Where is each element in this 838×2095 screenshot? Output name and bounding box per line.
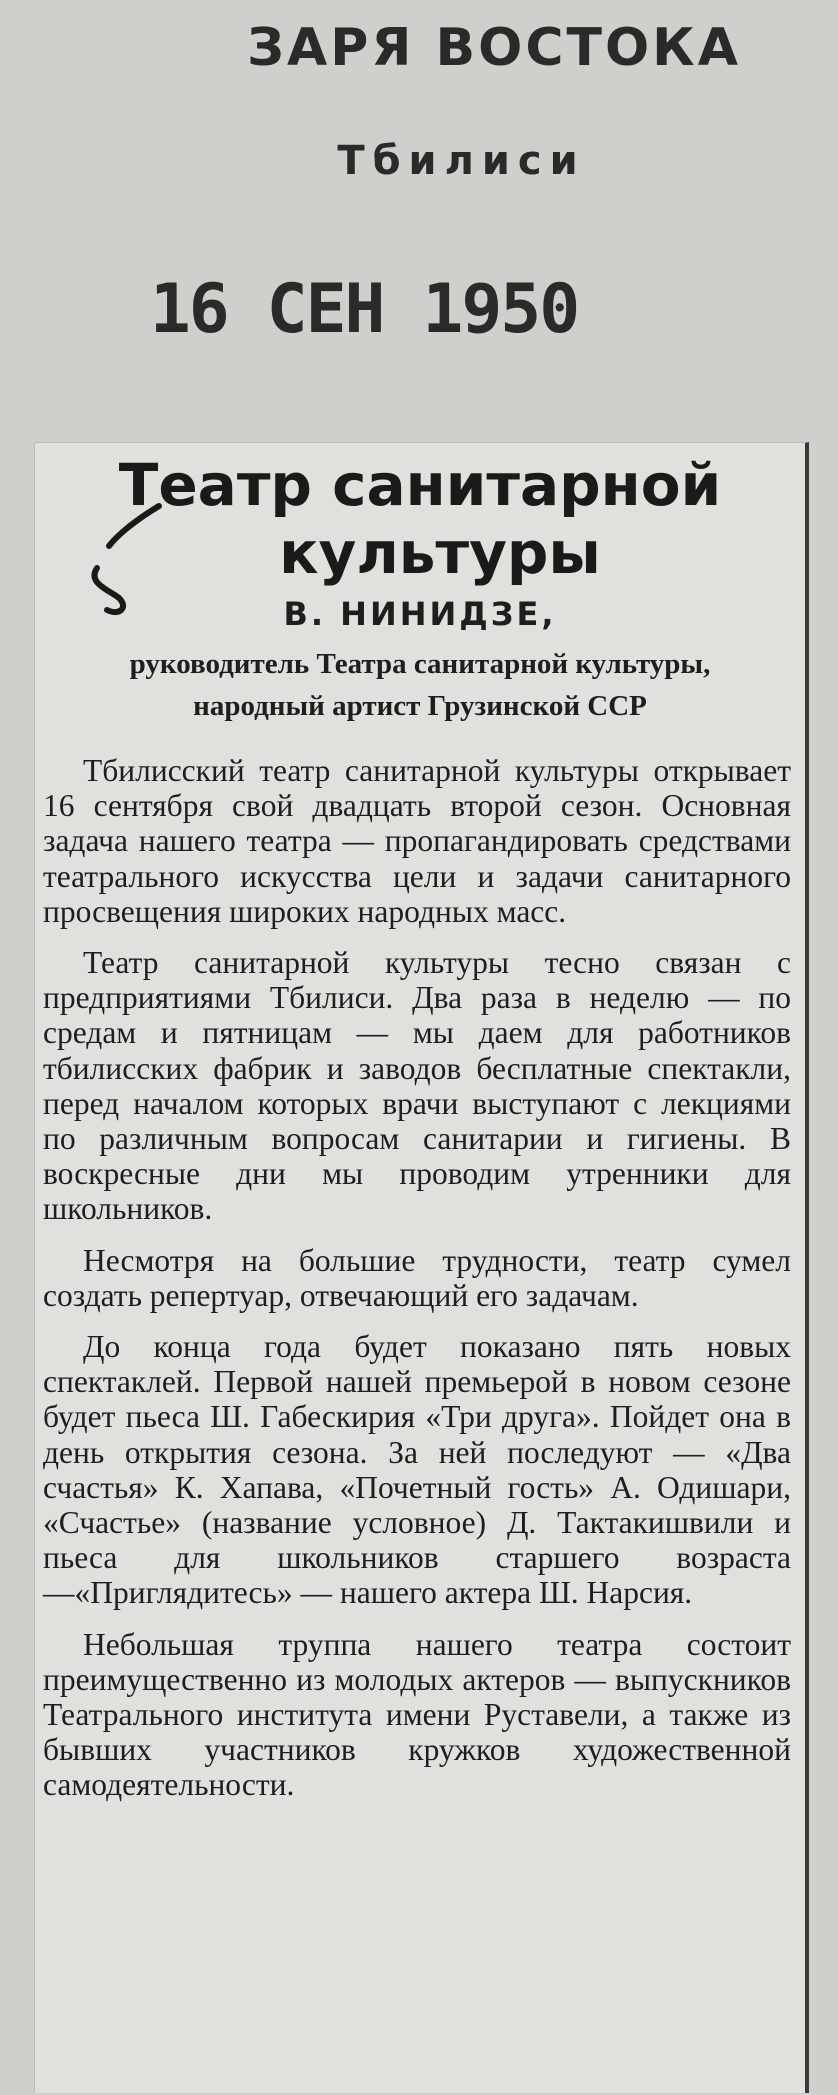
city-stamp: Тбилиси bbox=[337, 138, 586, 184]
paragraph: Театр санитарной культуры тесно связан с предприятиями Тбилиси. Два раза в неделю — по средам и пятницам — мы даем для работников тбилисских фабрик и заводов бесплатные спектакли, перед началом которых врачи выступают с лекциями по различным вопросам санитарии и гигиены. В воскресные дни мы проводим утренники для школьников. bbox=[43, 945, 791, 1227]
article-body bbox=[43, 753, 791, 1819]
paragraph: Тбилисский театр санитарной культуры открывает 16 сентября свой двадцать второй сезон. Основная задача нашего театра — пропагандировать средствами театрального искусства цели и задачи санитарного просвещения широких народных масс. bbox=[43, 753, 791, 929]
article-clipping bbox=[34, 442, 809, 2093]
paragraph: До конца года будет показано пять новых спектаклей. Первой нашей премьерой в новом сезоне будет пьеса Ш. Габескирия «Три друга». Пойдет она в день открытия сезона. За ней последуют — «Два счастья» К. Хапава, «Почетный гость» А. Одишари, «Счастье» (название условное) Д. Тактакишвили и пьеса для школьников старшего возраста—«Приглядитесь» — нашего актера Ш. Нарсия. bbox=[43, 1329, 791, 1611]
date-stamp: 16 СЕН 1950 bbox=[149, 270, 579, 349]
article-title bbox=[35, 451, 805, 587]
article-author: В. НИНИДЗЕ, bbox=[283, 595, 557, 633]
paragraph: Небольшая труппа нашего театра состоит преимущественно из молодых актеров — выпускников Театрального института имени Руставели, а также из бывших участников кружков художественной самодеятельности. bbox=[43, 1626, 791, 1803]
paragraph: Несмотря на большие трудности, театр сумел создать репертуар, отвечающий его задачам. bbox=[43, 1242, 791, 1313]
role-line-2: народный артист Грузинской ССР bbox=[193, 690, 647, 722]
newspaper-name-stamp: ЗАРЯ ВОСТОКА bbox=[247, 18, 741, 78]
title-line-1: Театр санитарной bbox=[118, 451, 722, 519]
title-line-2: культуры bbox=[279, 519, 601, 587]
role-line-1: руководитель Театра санитарной культуры, bbox=[129, 648, 711, 680]
author-role bbox=[35, 643, 805, 727]
